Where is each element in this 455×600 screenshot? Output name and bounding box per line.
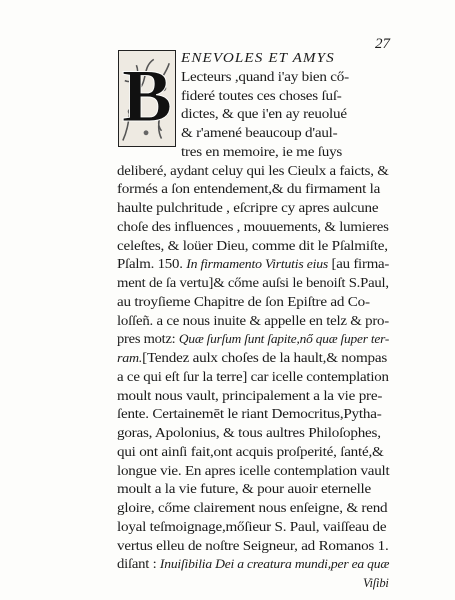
- text-segment: tres en memoire, ie me ſuys: [181, 143, 343, 159]
- text-line: [117, 162, 389, 180]
- text-segment: vertus elleu de noſtre Seigneur, ad Romanos 1.: [117, 537, 389, 553]
- text-segment: moult a la vie future, & pour auoir eternelle: [117, 481, 372, 497]
- text-line: [117, 330, 389, 348]
- text-segment: haulte pulchritude , eſcripre cy apres aulcune: [117, 200, 379, 215]
- text-line: [181, 49, 335, 67]
- text-segment: au troyſieme Chapitre de ſon Epiſtre ad Co-: [117, 293, 370, 309]
- text-line: [117, 405, 382, 423]
- text-segment: celeſtes, & loüer Dieu, comme dit le Pſalmiſte,: [117, 237, 388, 253]
- text-line: [117, 555, 389, 573]
- text-line: [117, 199, 378, 217]
- text-line: [117, 293, 370, 311]
- decorated-initial-letter: [118, 50, 176, 147]
- text-segment: [Tendez aulx choſes de la hault,& nompas: [142, 350, 388, 365]
- text-line: [181, 68, 349, 86]
- text-line: [117, 255, 389, 273]
- italic-text: ram.: [117, 351, 143, 365]
- text-line: [117, 387, 382, 405]
- text-line: [117, 312, 389, 330]
- text-segment: gloire, cőme clairement nous enſeigne, & rend: [117, 500, 388, 515]
- text-line: [117, 537, 389, 555]
- text-line: [117, 237, 388, 255]
- text-line: [117, 443, 384, 461]
- text-segment: diſant :: [117, 556, 160, 572]
- text-segment: loyal teſmoignage,mőſieur S. Paul, vaiſſeau de: [117, 518, 387, 534]
- initial-letter: B: [121, 55, 173, 139]
- text-line: [117, 180, 380, 198]
- text-segment: pres motz:: [117, 331, 179, 347]
- text-segment: [au firma-: [328, 256, 390, 272]
- text-line: [181, 124, 337, 142]
- italic-text: Quæ ſurſum ſunt ſapite,nő quæ ſuper ter-: [178, 332, 390, 347]
- text-segment: a ce qui eſt ſur la terre] car icelle contemplation: [117, 368, 389, 384]
- text-segment: qui ont ainſi fait,ont acquis proſperité, ſanté,&: [117, 443, 384, 459]
- text-line: [117, 424, 381, 442]
- opening-words: ENEVOLES ET AMYS: [181, 50, 335, 65]
- text-line: [117, 218, 389, 236]
- italic-text: Viſibi: [363, 576, 389, 590]
- text-line: [117, 349, 387, 367]
- text-line: [117, 480, 371, 498]
- ornament-vine-icon: [119, 51, 175, 146]
- text-line: [181, 143, 342, 161]
- text-segment: ment de ſa vertu]& cőme auſsi le benoiſt S.Paul,: [117, 275, 389, 290]
- text-segment: deliberé, aydant celuy qui les Cieulx a faicts, &: [117, 162, 389, 178]
- text-line: [363, 574, 389, 592]
- text-segment: dictes, & que i'en ay reuolué: [181, 106, 347, 122]
- text-segment: ſente. Certainemēt le riant Democritus,Pytha-: [117, 406, 382, 422]
- italic-text: Inuiſibilia Dei a creatura mundi,per ea quæ: [159, 557, 390, 572]
- text-line: [117, 274, 389, 292]
- text-segment: longue vie. En apres icelle contemplation vault: [117, 462, 390, 478]
- text-segment: loſſeñ. a ce nous inuite & appelle en telz & pro-: [117, 312, 389, 328]
- text-line: [117, 518, 386, 536]
- text-line: [117, 368, 389, 386]
- text-line: [117, 462, 389, 480]
- page-number: 27: [375, 36, 390, 52]
- text-segment: Pſalm. 150.: [117, 256, 187, 272]
- italic-text: In firmamento Virtutis eius: [186, 257, 329, 272]
- text-segment: & r'amené beaucoup d'aul-: [181, 125, 338, 140]
- text-line: [181, 105, 347, 123]
- text-segment: Lecteurs ,quand i'ay bien cő-: [181, 68, 349, 84]
- text-segment: goras, Apolonius, & tous aultres Philoſophes,: [117, 425, 381, 440]
- text-line: [117, 499, 387, 517]
- text-line: [181, 87, 342, 105]
- text-segment: choſe des influences , mouuements, & lumieres: [117, 218, 389, 234]
- text-segment: fideré toutes ces choses ſuſ-: [181, 87, 342, 103]
- text-segment: formés a ſon entendement,& du firmament la: [117, 181, 381, 197]
- text-segment: moult nous vault, principalement a la vie pre-: [117, 387, 383, 403]
